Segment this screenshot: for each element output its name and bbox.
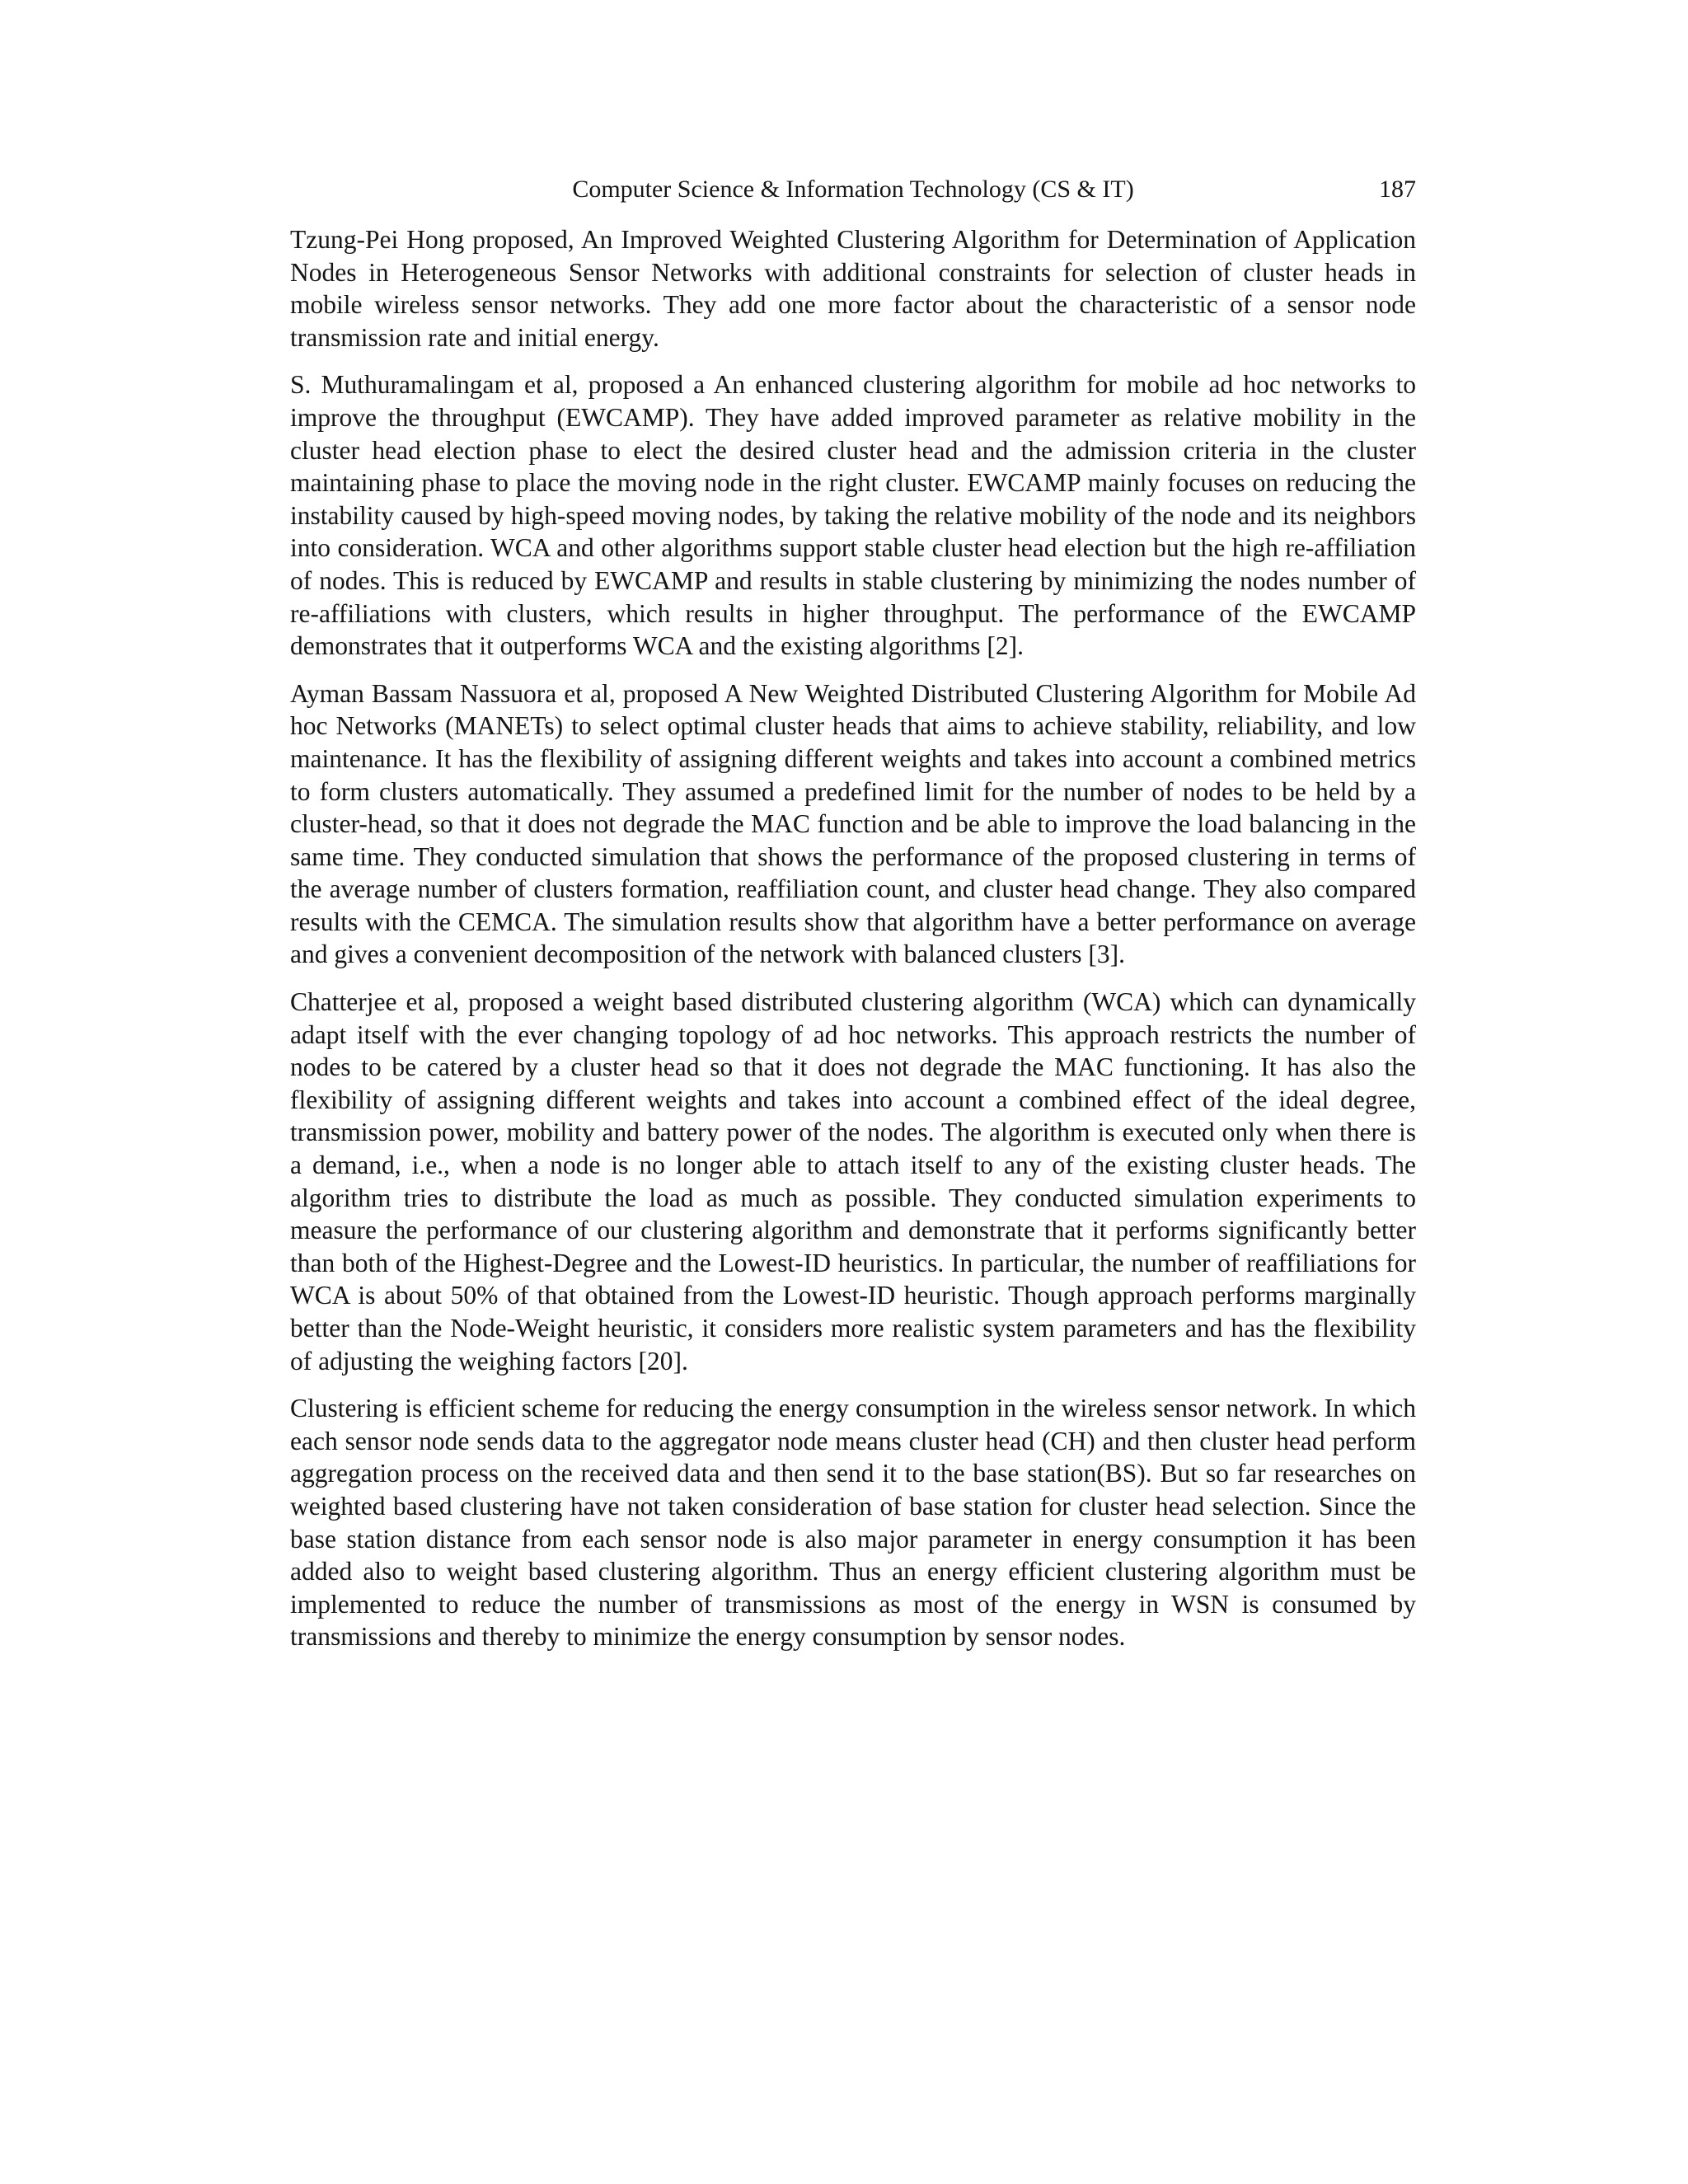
journal-title: Computer Science & Information Technology (CS & IT) xyxy=(572,176,1134,203)
page-number: 187 xyxy=(1379,176,1416,203)
paragraph-muthuramalingam: S. Muthuramalingam et al, proposed a An enhanced clustering algorithm for mobile ad hoc networks to improve the throughput (EWCAMP). They have added improved parameter as relative mobility in the cluster head election phase to elect the desired cluster head and the admission criteria in the cluster maintaining phase to place the moving node in the right cluster. EWCAMP mainly focuses on reducing the instability caused by high-speed moving nodes, by taking the relative mobility of the node and its neighbors into consideration. WCA and other algorithms support stable cluster head election but the high re-affiliation of nodes. This is reduced by EWCAMP and results in stable clustering by minimizing the nodes number of re-affiliations with clusters, which results in higher throughput. The performance of the EWCAMP demonstrates that it outperforms WCA and the existing algorithms [2]. xyxy=(290,370,1416,661)
paragraph-clustering: Clustering is efficient scheme for reducing the energy consumption in the wireless sensor network. In which each sensor node sends data to the aggregator node means cluster head (CH) and then cluster head perform aggregation process on the received data and then send it to the base station(BS). But so far researches on weighted based clustering have not taken consideration of base station for cluster head selection. Since the base station distance from each sensor node is also major parameter in energy consumption it has been added also to weight based clustering algorithm. Thus an energy efficient clustering algorithm must be implemented to reduce the number of transmissions as most of the energy in WSN is consumed by transmissions and thereby to minimize the energy consumption by sensor nodes. xyxy=(290,1394,1416,1652)
body-text xyxy=(290,223,1416,1668)
paragraph-chatterjee: Chatterjee et al, proposed a weight based distributed clustering algorithm (WCA) which can dynamically adapt itself with the ever changing topology of ad hoc networks. This approach restricts the number of nodes to be catered by a cluster head so that it does not degrade the MAC functioning. It has also the flexibility of assigning different weights and takes into account a combined effect of the ideal degree, transmission power, mobility and battery power of the nodes. The algorithm is executed only when there is a demand, i.e., when a node is no longer able to attach itself to any of the existing cluster heads. The algorithm tries to distribute the load as much as possible. They conducted simulation experiments to measure the performance of our clustering algorithm and demonstrate that it performs significantly better than both of the Highest-Degree and the Lowest-ID heuristics. In particular, the number of reaffiliations for WCA is about 50% of that obtained from the Lowest-ID heuristic. Though approach performs marginally better than the Node-Weight heuristic, it considers more realistic system parameters and has the flexibility of adjusting the weighing factors [20]. xyxy=(290,987,1416,1376)
paragraph-hong: Tzung-Pei Hong proposed, An Improved Weighted Clustering Algorithm for Determination of Application Nodes in Heterogeneous Sensor Networks with additional constraints for selection of cluster heads in mobile wireless sensor networks. They add one more factor about the characteristic of a sensor node transmission rate and initial energy. xyxy=(290,225,1416,352)
paragraph-nassuora: Ayman Bassam Nassuora et al, proposed A New Weighted Distributed Clustering Algorithm for Mobile Ad hoc Networks (MANETs) to select optimal cluster heads that aims to achieve stability, reliability, and low maintenance. It has the flexibility of assigning different weights and takes into account a combined metrics to form clusters automatically. They assumed a predefined limit for the number of nodes to be held by a cluster-head, so that it does not degrade the MAC function and be able to improve the load balancing in the same time. They conducted simulation that shows the performance of the proposed clustering in terms of the average number of clusters formation, reaffiliation count, and cluster head change. They also compared results with the CEMCA. The simulation results show that algorithm have a better performance on average and gives a convenient decomposition of the network with balanced clusters [3]. xyxy=(290,678,1416,969)
running-header xyxy=(290,171,1416,208)
